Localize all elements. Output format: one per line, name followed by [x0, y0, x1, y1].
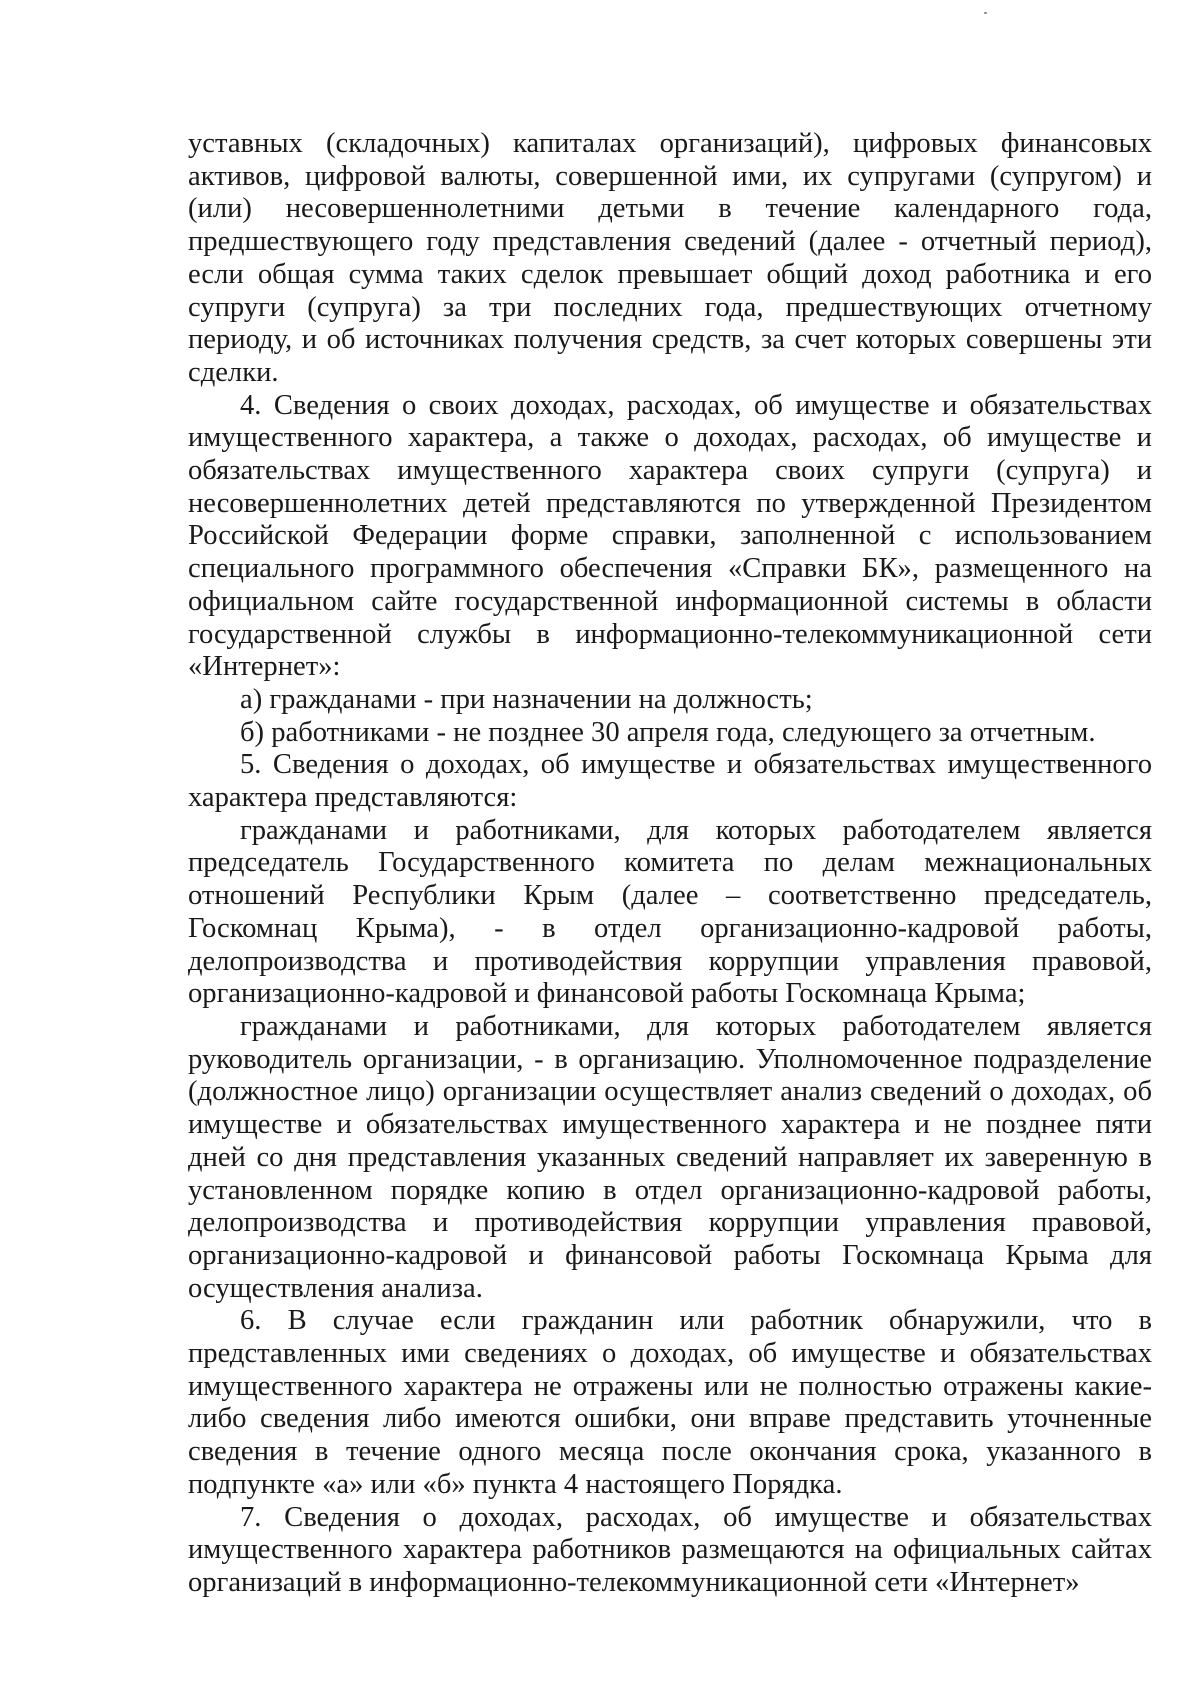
document-body	[188, 128, 1152, 1600]
paragraph-6: 6. В случае если гражданин или работник обнаружили, что в представленных ими сведениях о доходах, об имуществе и обязательствах имущественного характера не отражены или не полностью отражены какие-либо сведения либо имеются ошибки, они вправе представить уточненные сведения в течение одного месяца после окончания срока, указанного в подпункте «а» или «б» пункта 4 настоящего Порядка.	[188, 1305, 1152, 1500]
paragraph-4a: а) гражданами - при назначении на должность;	[240, 683, 813, 715]
scan-speck	[984, 12, 987, 14]
paragraph-5-item-2: гражданами и работниками, для которых работодателем является руководитель организации, - в организацию. Уполномоченное подразделение (должностное лицо) организации осуществляет анализ сведений о доходах, об имуществе и обязательствах имущественного характера и не позднее пяти дней со дня представления указанных сведений направляет их заверенную в установленном порядке копию в отдел организационно-кадровой работы, делопроизводства и противодействия коррупции управления правовой, организационно-кадровой и финансовой работы Госкомнаца Крыма для осуществления анализа.	[188, 1010, 1152, 1304]
paragraph-5: 5. Сведения о доходах, об имуществе и обязательствах имущественного характера представляются:	[188, 749, 1152, 814]
paragraph-7: 7. Сведения о доходах, расходах, об имуществе и обязательствах имущественного характера работников размещаются на официальных сайтах организаций в информационно-телекоммуникационной сети «Интернет»	[188, 1501, 1152, 1598]
paragraph-4b: б) работниками - не позднее 30 апреля года, следующего за отчетным.	[240, 716, 1096, 748]
paragraph-5-item-1: гражданами и работниками, для которых работодателем является председатель Государственного комитета по делам межнациональных отношений Республики Крым (далее – соответственно председатель, Госкомнац Крыма), - в отдел организационно-кадровой работы, делопроизводства и противодействия коррупции управления правовой, организационно-кадровой и финансовой работы Госкомнаца Крыма;	[188, 814, 1152, 1010]
paragraph-4: 4. Сведения о своих доходах, расходах, об имуществе и обязательствах имущественного характера, а также о доходах, расходах, об имуществе и обязательствах имущественного характера своих супруги (супруга) и несовершеннолетних детей представляются по утвержденной Президентом Российской Федерации форме справки, заполненной с использованием специального программного обеспечения «Справки БК», размещенного на официальном сайте государственной информационной системы в области государственной службы в информационно-телекоммуникационной сети «Интернет»:	[188, 389, 1152, 683]
paragraph-3-continuation: уставных (складочных) капиталах организаций), цифровых финансовых активов, цифровой валюты, совершенной ими, их супругами (супругом) и (или) несовершеннолетними детьми в течение календарного года, предшествующего году представления сведений (далее - отчетный период), если общая сумма таких сделок превышает общий доход работника и его супруги (супруга) за три последних года, предшествующих отчетному периоду, и об источниках получения средств, за счет которых совершены эти сделки.	[188, 128, 1152, 388]
